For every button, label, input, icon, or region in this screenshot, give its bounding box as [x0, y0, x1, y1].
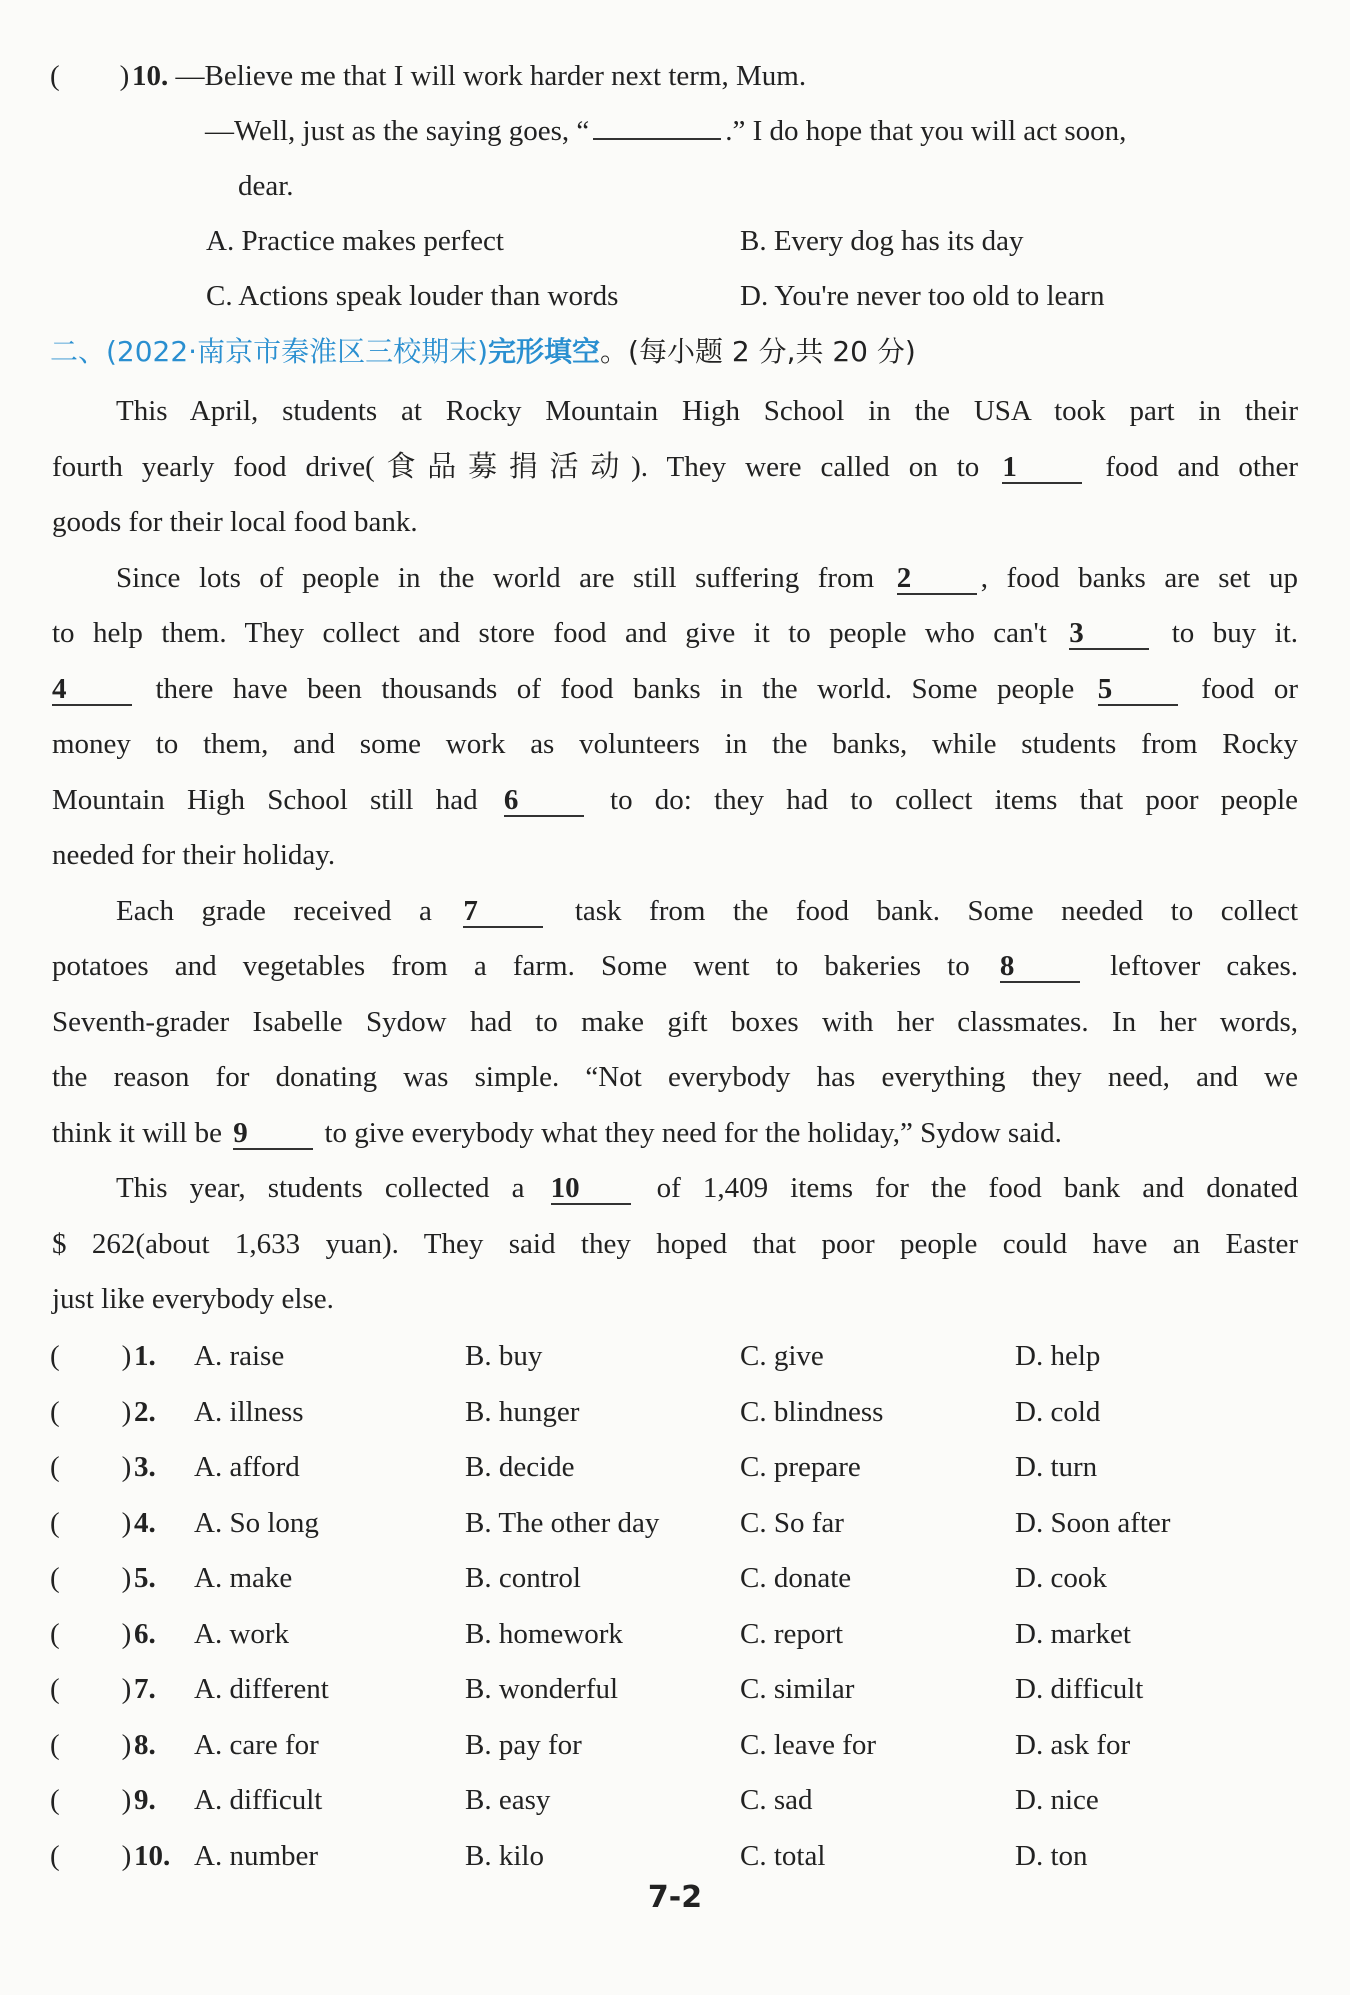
blank-4[interactable]: 4: [52, 674, 132, 706]
reply-text: —Well, just as the saying goes, “: [205, 115, 590, 147]
answer-bracket[interactable]: ( ): [50, 1617, 132, 1650]
passage-line: This April, students at Rocky Mountain High School in the USA took part in their: [116, 395, 1298, 427]
question-number: 1.: [134, 1340, 156, 1372]
question-row: [50, 1336, 1295, 1376]
passage-line: Since lots of people in the world are still suffering from 2 , food banks are set up: [116, 561, 1298, 594]
option-d[interactable]: D. ton: [1015, 1839, 1088, 1872]
option-a[interactable]: A. raise: [194, 1340, 285, 1372]
option-b[interactable]: B. pay for: [465, 1728, 582, 1761]
question-10-reply: [205, 111, 1295, 151]
blank-1[interactable]: 1: [1002, 452, 1082, 484]
blank-8[interactable]: 8: [1000, 951, 1080, 983]
question-number: 7.: [134, 1673, 156, 1705]
blank-3[interactable]: 3: [1069, 618, 1149, 650]
passage-line: think it will be 9 to give everybody what they need for the holiday,” Sydow said.: [52, 1116, 1062, 1149]
option-a[interactable]: A. make: [194, 1562, 293, 1594]
question-row: [50, 1447, 1295, 1487]
option-c[interactable]: C. blindness: [740, 1395, 884, 1428]
option-d[interactable]: D. cold: [1015, 1395, 1101, 1428]
passage: [52, 384, 1298, 1328]
passage-line: 4 there have been thousands of food banks in the world. Some people 5 food or: [52, 672, 1298, 705]
answer-bracket[interactable]: ( ): [50, 1395, 132, 1428]
option-c[interactable]: C. So far: [740, 1506, 844, 1539]
answer-bracket[interactable]: ( ): [50, 1728, 132, 1761]
question-number: 10.: [132, 60, 169, 92]
passage-line: Mountain High School still had 6 to do: they had to collect items that poor people: [52, 783, 1299, 816]
question-row: [50, 1558, 1295, 1598]
question-number: 5.: [134, 1562, 156, 1594]
option-a[interactable]: A. number: [194, 1839, 319, 1872]
question-number: 8.: [134, 1728, 156, 1761]
passage-line: Each grade received a 7 task from the food bank. Some needed to collect: [116, 894, 1298, 927]
blank-7[interactable]: 7: [463, 896, 543, 928]
passage-line: This year, students collected a 10 of 1,409 items for the food bank and donated: [116, 1172, 1299, 1204]
option-b[interactable]: B. kilo: [465, 1839, 544, 1872]
option-a[interactable]: A. work: [194, 1617, 290, 1650]
blank-6[interactable]: 6: [504, 785, 584, 817]
option-b[interactable]: B. Every dog has its day: [740, 225, 1024, 257]
option-a[interactable]: A. difficult: [194, 1784, 323, 1816]
answer-bracket[interactable]: ( ): [50, 60, 130, 92]
blank-9[interactable]: 9: [233, 1118, 313, 1150]
passage-line: money to them, and some work as volunteers in the banks, while students from Rocky: [52, 728, 1298, 760]
question-number: 4.: [134, 1506, 156, 1539]
blank-2[interactable]: 2: [897, 563, 977, 595]
option-b[interactable]: B. buy: [465, 1340, 543, 1372]
option-c[interactable]: C. leave for: [740, 1728, 877, 1761]
question-row: [50, 1836, 1295, 1876]
question-row: [50, 1503, 1295, 1543]
answer-bracket[interactable]: ( ): [50, 1839, 132, 1872]
option-a[interactable]: A. care for: [194, 1728, 319, 1761]
question-10-stem: [50, 56, 1295, 96]
question-row: [50, 1669, 1295, 1709]
option-b[interactable]: B. homework: [465, 1617, 623, 1650]
option-c[interactable]: C. Actions speak louder than words: [206, 280, 619, 312]
option-a[interactable]: A. Practice makes perfect: [206, 225, 504, 257]
question-number: 6.: [134, 1617, 156, 1650]
passage-line: the reason for donating was simple. “Not everybody has everything they need, and we: [52, 1061, 1298, 1093]
passage-line: just like everybody else.: [52, 1283, 334, 1315]
option-d[interactable]: D. turn: [1015, 1451, 1098, 1483]
question-number: 9.: [134, 1784, 156, 1816]
option-b[interactable]: B. control: [465, 1562, 581, 1594]
answer-blank[interactable]: [593, 138, 721, 140]
passage-line: $ 262(about 1,633 yuan). They said they hoped that poor people could have an Easter: [52, 1227, 1298, 1260]
blank-5[interactable]: 5: [1098, 674, 1178, 706]
question-line: —Believe me that I will work harder next term, Mum.: [175, 60, 807, 92]
option-c[interactable]: C. total: [740, 1839, 826, 1872]
blank-10[interactable]: 10: [551, 1173, 631, 1205]
question-row: [50, 1614, 1295, 1654]
option-d[interactable]: D. ask for: [1015, 1728, 1131, 1761]
section-title: 完形填空: [488, 335, 601, 368]
option-c[interactable]: C. give: [740, 1340, 824, 1372]
option-c[interactable]: C. similar: [740, 1673, 855, 1705]
option-a[interactable]: A. illness: [194, 1395, 304, 1428]
question-row: [50, 1392, 1295, 1432]
option-a[interactable]: A. afford: [194, 1451, 300, 1483]
option-c[interactable]: C. donate: [740, 1562, 852, 1594]
option-c[interactable]: C. report: [740, 1617, 844, 1650]
passage-line: potatoes and vegetables from a farm. Some went to bakeries to 8 leftover cakes.: [52, 950, 1299, 982]
question-row: [50, 1780, 1295, 1820]
question-10-reply-cont: dear.: [238, 170, 294, 202]
answer-bracket[interactable]: ( ): [50, 1784, 132, 1816]
passage-line: goods for their local food bank.: [52, 506, 418, 538]
option-a[interactable]: A. So long: [194, 1506, 319, 1539]
section-source: 二、(2022·南京市秦淮区三校期末): [50, 335, 489, 368]
option-b[interactable]: B. easy: [465, 1784, 551, 1816]
section-scoring: 。(每小题 2 分,共 20 分): [600, 335, 916, 368]
option-a[interactable]: A. different: [194, 1673, 329, 1705]
option-d[interactable]: D. nice: [1015, 1784, 1099, 1816]
passage-line: to help them. They collect and store food and give it to people who can't 3 to buy it.: [52, 617, 1298, 649]
question-number: 10.: [134, 1839, 171, 1872]
page-number: 7-2: [647, 1880, 703, 1915]
question-number: 3.: [134, 1451, 156, 1483]
question-number: 2.: [134, 1395, 156, 1428]
reply-text-end: .” I do hope that you will act soon,: [725, 115, 1127, 147]
answer-bracket[interactable]: ( ): [50, 1340, 132, 1372]
option-d[interactable]: D. Soon after: [1015, 1506, 1171, 1539]
option-d[interactable]: D. help: [1015, 1340, 1101, 1372]
option-d[interactable]: D. You're never too old to learn: [740, 280, 1105, 312]
option-c[interactable]: C. sad: [740, 1784, 813, 1816]
answer-bracket[interactable]: ( ): [50, 1562, 132, 1594]
option-d[interactable]: D. market: [1015, 1617, 1131, 1650]
passage-line: needed for their holiday.: [52, 839, 336, 871]
passage-line: fourth yearly food drive(食品募捐活动). They were called on to 1 food and other: [52, 450, 1298, 483]
answer-bracket[interactable]: ( ): [50, 1451, 132, 1483]
passage-line: Seventh-grader Isabelle Sydow had to make gift boxes with her classmates. In her words,: [52, 1005, 1298, 1038]
answer-bracket[interactable]: ( ): [50, 1506, 132, 1539]
option-d[interactable]: D. difficult: [1015, 1673, 1144, 1705]
question-row: [50, 1725, 1295, 1765]
option-c[interactable]: C. prepare: [740, 1451, 861, 1483]
section-heading: [50, 332, 1295, 372]
option-b[interactable]: B. hunger: [465, 1395, 580, 1428]
option-b[interactable]: B. decide: [465, 1451, 575, 1483]
option-d[interactable]: D. cook: [1015, 1562, 1107, 1594]
option-b[interactable]: B. wonderful: [465, 1673, 619, 1705]
answer-bracket[interactable]: ( ): [50, 1673, 132, 1705]
option-b[interactable]: B. The other day: [465, 1506, 660, 1539]
